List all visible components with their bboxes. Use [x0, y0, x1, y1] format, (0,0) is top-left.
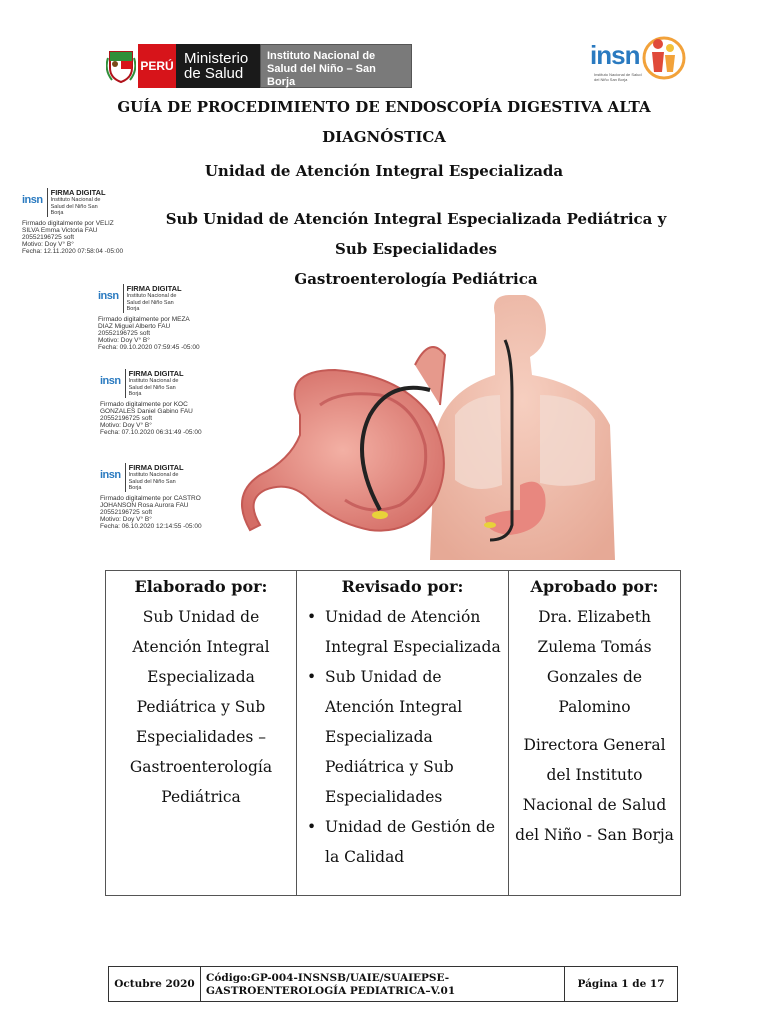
insn-logo-sub: Instituto Nacional de Salud del Niño San Borja — [594, 72, 642, 82]
revisado-header: Revisado por: — [341, 577, 464, 596]
ministerio-label: Ministerio de Salud — [176, 44, 260, 88]
signature-firma-label: FIRMA DIGITAL — [126, 284, 182, 293]
institute-label: Instituto Nacional de Salud del Niño – San Borja — [260, 44, 412, 88]
approval-table — [105, 570, 681, 896]
aprobado-column — [509, 571, 680, 895]
insn-logo-text: insn — [590, 40, 640, 70]
signature-firma-label: FIRMA DIGITAL — [128, 463, 184, 472]
signature-insn-logo: insn — [100, 469, 121, 481]
digital-signature — [22, 188, 152, 255]
signature-details: Firmado digitalmente por VELIZ SILVA Emma Victoria FAU 20552196725 soft Motivo: Doy V° B° Fecha: 12.11.2020 07:58:04 -05:00 — [22, 219, 124, 255]
signature-details: Firmado digitalmente por MEZA DIAZ Miguel Alberto FAU 20552196725 soft Motivo: Doy V° B° Fecha: 09.10.2020 07:59:45 -05:00 — [98, 315, 200, 351]
aprobado-header: Aprobado por: — [530, 577, 659, 596]
list-item: • Unidad de Gestión de la Calidad — [303, 812, 502, 872]
endoscopy-illustration — [240, 295, 690, 560]
signature-insn-logo: insn — [100, 375, 121, 387]
signature-details: Firmado digitalmente por CASTRO JOHANSON Rosa Aurora FAU 20552196725 soft Motivo: Doy V° B° Fecha: 06.10.2020 12:14:55 -05:00 — [100, 494, 202, 530]
insn-logo — [590, 28, 686, 88]
signature-institute: Instituto Nacional de Salud del Niño San Borja — [126, 293, 177, 312]
signature-firma-label: FIRMA DIGITAL — [128, 369, 184, 378]
unit-title: Unidad de Atención Integral Especializada — [204, 162, 564, 180]
signature-institute: Instituto Nacional de Salud del Niño San Borja — [128, 472, 179, 491]
subunit-name: Sub Unidad de Atención Integral Especializada Pediátrica y Sub Especialidades — [165, 210, 667, 258]
digital-signature — [100, 463, 230, 530]
footer-code: Código:GP-004-INSNSB/UAIE/SUAIEPSE-GASTROENTEROLOGÍA PEDIATRICA–V.01 — [201, 967, 565, 1001]
signature-institute: Instituto Nacional de Salud del Niño San Borja — [50, 197, 101, 216]
children-figure-icon — [642, 30, 686, 86]
signature-details: Firmado digitalmente por KOC GONZALES Daniel Gabino FAU 20552196725 soft Motivo: Doy V° B° Fecha: 07.10.2020 06:31:49 -05:00 — [100, 400, 202, 436]
revisado-column — [297, 571, 509, 895]
revisado-list — [303, 602, 502, 872]
document-title: GUÍA DE PROCEDIMIENTO DE ENDOSCOPÍA DIGESTIVA ALTA DIAGNÓSTICA — [117, 98, 651, 146]
signature-insn-logo: insn — [22, 194, 43, 206]
digital-signature — [98, 284, 228, 351]
elaborado-column — [106, 571, 297, 895]
signature-firma-label: FIRMA DIGITAL — [50, 188, 106, 197]
footer-page-number: Página 1 de 17 — [577, 978, 665, 990]
elaborado-header: Elaborado por: — [134, 577, 268, 596]
elaborado-body: Sub Unidad de Atención Integral Especializada Pediátrica y Sub Especialidades – Gastroenterología Pediátrica — [129, 608, 273, 806]
aprobado-name: Dra. Elizabeth Zulema Tomás Gonzales de Palomino — [537, 608, 652, 716]
peru-minsa-logo — [104, 44, 412, 88]
digital-signature — [100, 369, 230, 436]
subunit-title — [160, 204, 672, 294]
list-item: • Unidad de Atención Integral Especializada — [303, 602, 502, 662]
signature-institute: Instituto Nacional de Salud del Niño San Borja — [128, 378, 179, 397]
footer-date: Octubre 2020 — [109, 967, 201, 1001]
specialty-name: Gastroenterología Pediátrica — [294, 270, 538, 288]
aprobado-role: Directora General del Instituto Nacional de Salud del Niño - San Borja — [515, 736, 674, 844]
peru-shield-icon — [104, 44, 138, 88]
peru-label: PERÚ — [138, 44, 176, 88]
signature-insn-logo: insn — [98, 290, 119, 302]
list-item: • Sub Unidad de Atención Integral Especializada Pediátrica y Sub Especialidades — [303, 662, 502, 812]
page-footer — [108, 966, 678, 1002]
